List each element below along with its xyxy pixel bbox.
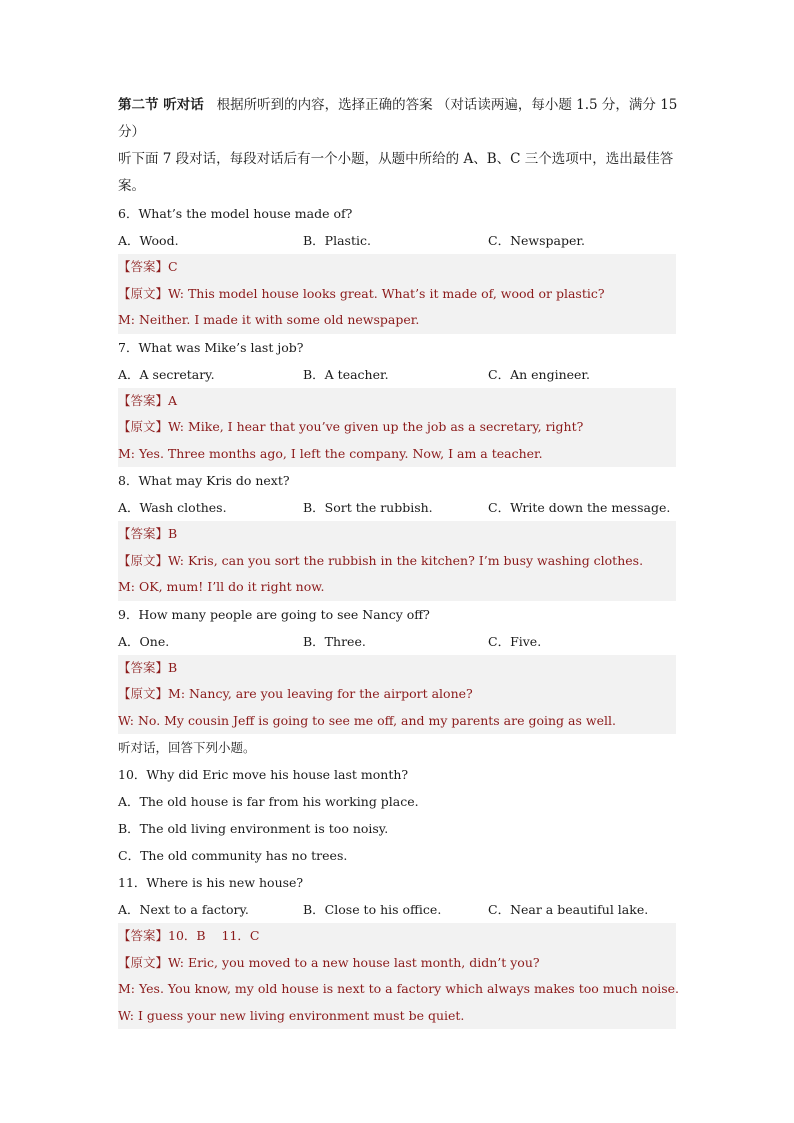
option-a: A．Wood. — [118, 233, 179, 248]
answer-line — [118, 923, 676, 950]
question-stem: 11．Where is his new house? — [118, 875, 304, 890]
answer-tag: 【答案】 — [118, 259, 169, 274]
answer-block — [118, 388, 676, 468]
transcript-line: M: OK, mum! I’ll do it right now. — [118, 579, 325, 594]
option-b: B．Three. — [303, 633, 366, 649]
transcript-tag: 【原文】 — [118, 552, 169, 568]
question-stem: 10．Why did Eric move his house last month? — [118, 767, 409, 782]
section-heading: 第二节 听对话 — [118, 97, 204, 113]
option-a: A．Next to a factory. — [118, 902, 249, 917]
section-header — [118, 92, 678, 146]
option-b: B．Plastic. — [303, 233, 371, 248]
question-stem: 8．What may Kris do next? — [118, 473, 290, 488]
option-c: C．Five. — [488, 633, 542, 649]
answer-value: C — [168, 259, 178, 274]
question-options — [118, 896, 678, 923]
transcript-line — [118, 950, 676, 977]
option-a: A．One. — [118, 633, 170, 649]
answer-line — [118, 388, 676, 415]
transcript-text: M: Nancy, are you leaving for the airport alone? — [168, 686, 473, 701]
question-stem: 6．What’s the model house made of? — [118, 206, 353, 221]
section-directions: 听下面 7 段对话，每段对话后有一个小题，从题中所给的 A、B、C 三个选项中，选出最佳答案。 — [118, 151, 674, 194]
transcript-line: M: Yes. You know, my old house is next to a factory which always makes too much noise. — [118, 981, 680, 996]
transcript-line: W: I guess your new living environment must be quiet. — [118, 1007, 465, 1023]
transcript-tag: 【原文】 — [118, 285, 169, 301]
option-a: A．The old house is far from his working place. — [118, 794, 419, 809]
exam-page — [118, 92, 678, 1029]
answer-line — [118, 521, 676, 548]
option-c: C．Near a beautiful lake. — [488, 902, 649, 917]
answer-block — [118, 254, 676, 334]
transcript-text: W: Kris, can you sort the rubbish in the kitchen? I’m busy washing clothes. — [168, 552, 644, 568]
option-c: C．An engineer. — [488, 366, 590, 382]
answer-tag: 【答案】 — [118, 928, 169, 943]
transcript-text: W: Eric, you moved to a new house last month, didn’t you? — [168, 954, 540, 970]
answer-block — [118, 923, 680, 1029]
answer-tag: 【答案】 — [118, 659, 169, 675]
option-b: B．Close to his office. — [303, 902, 442, 917]
group-intro: 听对话，回答下列小题。 — [118, 740, 256, 755]
transcript-line — [118, 548, 676, 575]
transcript-tag: 【原文】 — [118, 419, 169, 434]
answer-tag: 【答案】 — [118, 392, 169, 408]
transcript-tag: 【原文】 — [118, 954, 169, 970]
option-c: C．The old community has no trees. — [118, 848, 348, 863]
transcript-line — [118, 414, 676, 441]
transcript-text: W: Mike, I hear that you’ve given up the job as a secretary, right? — [168, 419, 584, 434]
question-options — [118, 227, 678, 254]
transcript-text: W: This model house looks great. What’s it made of, wood or plastic? — [168, 285, 605, 301]
option-b: B．A teacher. — [303, 366, 389, 382]
question-options — [118, 361, 678, 388]
option-b: B．The old living environment is too noisy. — [118, 821, 389, 836]
question-options — [118, 494, 678, 521]
question-stem: 7．What was Mike’s last job? — [118, 339, 304, 355]
transcript-line: W: No. My cousin Jeff is going to see me off, and my parents are going as well. — [118, 712, 616, 728]
answer-value: 10．B 11．C — [168, 928, 260, 943]
transcript-line: M: Neither. I made it with some old newspaper. — [118, 312, 420, 327]
transcript-line — [118, 681, 676, 708]
option-b: B．Sort the rubbish. — [303, 500, 433, 515]
answer-line — [118, 254, 676, 281]
option-c: C．Write down the message. — [488, 500, 671, 515]
option-c: C．Newspaper. — [488, 233, 585, 248]
answer-block — [118, 655, 676, 735]
answer-tag: 【答案】 — [118, 526, 169, 541]
question-stem: 9．How many people are going to see Nancy off? — [118, 606, 430, 622]
answer-line — [118, 655, 676, 682]
answer-value: A — [168, 392, 178, 408]
answer-value: B — [168, 659, 178, 675]
transcript-line — [118, 281, 676, 308]
option-a: A．Wash clothes. — [118, 500, 227, 515]
transcript-tag: 【原文】 — [118, 686, 169, 701]
section-instruction: 根据所听到的内容，选择正确的答案 （对话读两遍，每小题 1.5 分，满分 15 分） — [118, 97, 678, 140]
option-a: A．A secretary. — [118, 366, 215, 382]
answer-value: B — [168, 526, 178, 541]
question-options — [118, 628, 678, 655]
transcript-line: M: Yes. Three months ago, I left the company. Now, I am a teacher. — [118, 445, 543, 461]
answer-block — [118, 521, 676, 601]
